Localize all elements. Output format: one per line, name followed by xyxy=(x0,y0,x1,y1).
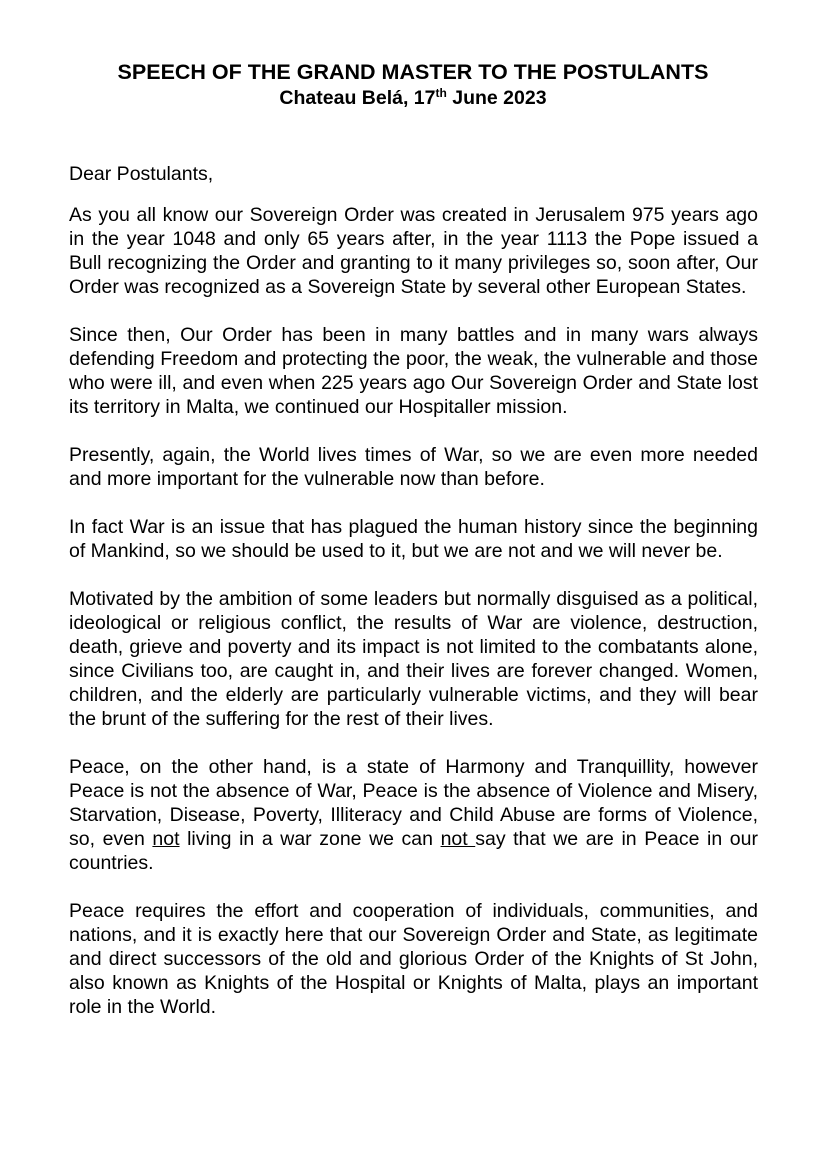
paragraph-battles: Since then, Our Order has been in many battles and in many wars always defending Freedom and protecting the poor, the weak, the vulnerable and those who were ill, and even when 225 years ago Our Sovereign Order and State lost its territory in Malta, we continued our Hospitaller mission. xyxy=(69,324,758,418)
subtitle-suffix: June 2023 xyxy=(446,87,547,109)
underlined-not-2: not xyxy=(440,828,476,850)
paragraph-war-effects: Motivated by the ambition of some leaders but normally disguised as a political, ideological or religious conflict, the results of War are violence, destruction, death, grieve and poverty and its impact is not limited to the combatants alone, since Civilians too, are caught in, and their lives are forever changed. Women, children, and the elderly are particularly vulnerable victims, and they will bear the brunt of the suffering for the rest of their lives. xyxy=(69,588,758,730)
peace-text-part2: living in a war zone we can xyxy=(179,828,441,850)
paragraph-cooperation: Peace requires the effort and cooperation of individuals, communities, and nations, and it is exactly here that our Sovereign Order and State, as legitimate and direct successors of the old and glorious Order of the Knights of St John, also known as Knights of the Hospital or Knights of Malta, plays an important role in the World. xyxy=(69,900,758,1018)
salutation: Dear Postulants, xyxy=(69,163,214,185)
paragraph-peace xyxy=(69,755,758,875)
peace-text-part3: say that we are in Peace in our countries. xyxy=(69,828,758,874)
underlined-not-1: not xyxy=(152,828,180,850)
paragraph-history: As you all know our Sovereign Order was created in Jerusalem 975 years ago in the year 1048 and only 65 years after, in the year 1113 the Pope issued a Bull recognizing the Order and granting to it many privileges so, soon after, Our Order was recognized as a Sovereign State by several other European States. xyxy=(69,204,758,298)
speech-body xyxy=(69,162,758,1043)
subtitle-prefix: Chateau Belá, 17 xyxy=(279,87,436,109)
subtitle-superscript: th xyxy=(435,86,447,100)
paragraph-war-history: In fact War is an issue that has plagued the human history since the beginning of Mankind, so we should be used to it, but we are not and we will never be. xyxy=(69,516,758,562)
peace-text-part1: Peace, on the other hand, is a state of Harmony and Tranquillity, however Peace is not the absence of War, Peace is the absence of Violence and Misery, Starvation, Disease, Poverty, Illiteracy and Child Abuse are forms of Violence, so, even xyxy=(69,756,758,850)
document-subtitle xyxy=(0,86,826,110)
document-title: SPEECH OF THE GRAND MASTER TO THE POSTULANTS xyxy=(117,60,709,84)
paragraph-present: Presently, again, the World lives times of War, so we are even more needed and more important for the vulnerable now than before. xyxy=(69,444,758,490)
